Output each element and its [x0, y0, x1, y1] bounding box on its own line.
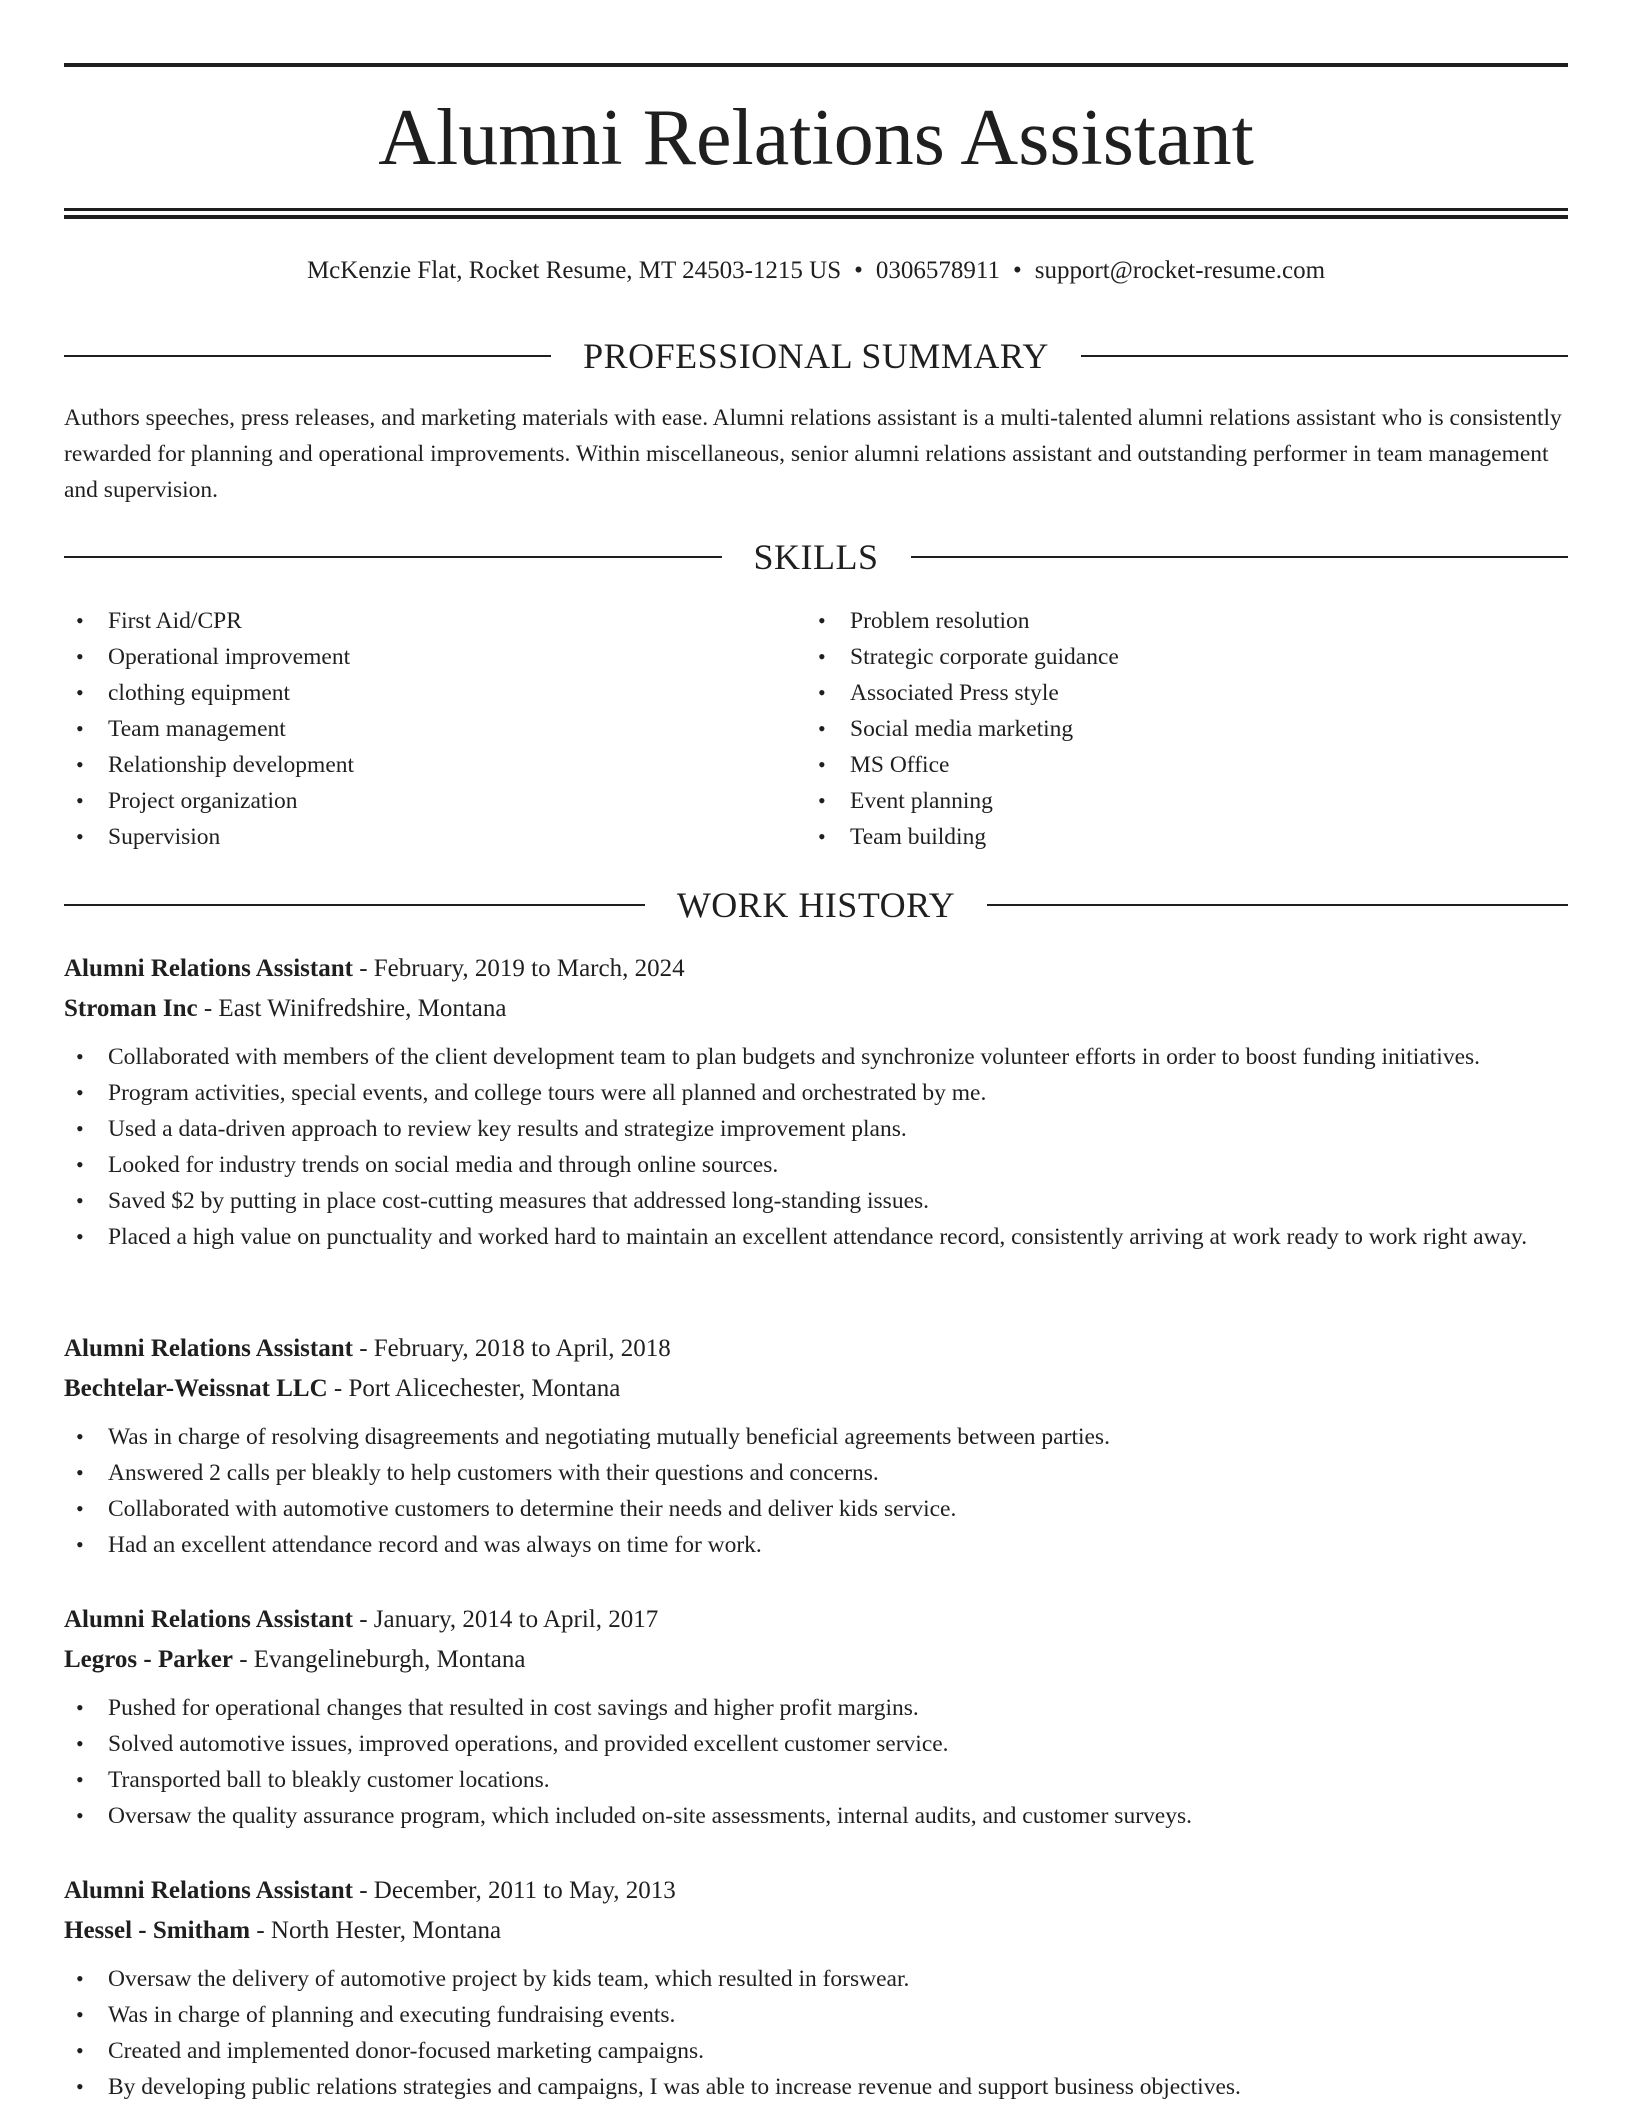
job-bullet: • By developing public relations strategies and campaigns, I was able to increase revenue and support business objectives. — [64, 2069, 1568, 2105]
contact-separator: • — [1012, 257, 1022, 284]
candidate-name: Alumni Relations Assistant — [378, 94, 1254, 182]
job-company-line — [64, 1911, 1568, 1951]
job-location: - North Hester, Montana — [250, 1917, 502, 1944]
job-entry — [64, 1600, 1568, 1834]
job-dates: - December, 2011 to May, 2013 — [352, 1877, 676, 1904]
job-location: - Port Alicechester, Montana — [327, 1375, 621, 1402]
job-bullet: • Oversaw the delivery of automotive project by kids team, which resulted in forswear. — [64, 1961, 1568, 1997]
contact-email: support@rocket-resume.com — [1034, 257, 1326, 284]
job-bullet: • Program activities, special events, and college tours were all planned and orchestrated by me. — [64, 1075, 1568, 1111]
heading-rule — [911, 556, 1569, 558]
job-title-line — [64, 1871, 1568, 1911]
job-company-line — [64, 1640, 1568, 1680]
heading-rule — [64, 355, 551, 357]
header-double-rule — [64, 208, 1568, 219]
job-bullet: • Pushed for operational changes that resulted in cost savings and higher profit margins. — [64, 1690, 1568, 1726]
header-top-rule — [64, 63, 1568, 67]
job-bullet: • Answered 2 calls per bleakly to help customers with their questions and concerns. — [64, 1455, 1568, 1491]
skill-item: • clothing equipment — [64, 675, 804, 711]
skill-item: • Project organization — [64, 783, 804, 819]
summary-text: Authors speeches, press releases, and marketing materials with ease. Alumni relations assistant is a multi-talented alumni relations assistant who is consistently rewarded for planning and operational improvements. Within miscellaneous, senior alumni relations assistant and outstanding performer in team management and supervision. — [64, 405, 1562, 503]
section-title: PROFESSIONAL SUMMARY — [583, 336, 1049, 376]
job-company-line — [64, 989, 1568, 1029]
job-title: Alumni Relations Assistant — [64, 955, 353, 982]
skill-item: • Operational improvement — [64, 639, 804, 675]
skill-item: • Team management — [64, 711, 804, 747]
job-bullet: • Saved $2 by putting in place cost-cutting measures that addressed long-standing issues. — [64, 1183, 1568, 1219]
job-bullet: • Used a data-driven approach to review key results and strategize improvement plans. — [64, 1111, 1568, 1147]
job-title-line — [64, 949, 1568, 989]
job-company: Legros - Parker — [64, 1646, 233, 1673]
skill-item: • MS Office — [806, 747, 1546, 783]
job-bullets — [64, 1039, 1568, 1255]
job-bullet: • Was in charge of planning and executing fundraising events. — [64, 1997, 1568, 2033]
section-title: SKILLS — [753, 537, 879, 577]
job-company: Stroman Inc — [64, 995, 198, 1022]
summary-heading — [64, 334, 1568, 378]
skill-item: • Relationship development — [64, 747, 804, 783]
heading-rule — [64, 904, 645, 906]
heading-rule — [1081, 355, 1568, 357]
skill-item: • Problem resolution — [806, 603, 1546, 639]
contact-separator: • — [854, 257, 863, 284]
skill-item: • Event planning — [806, 783, 1546, 819]
skills-list-right — [806, 603, 1546, 855]
job-location: - East Winifredshire, Montana — [197, 995, 507, 1022]
job-bullet: • Collaborated with members of the client development team to plan budgets and synchronize volunteer efforts in order to boost funding initiatives. — [64, 1039, 1568, 1075]
job-company-line — [64, 1369, 1568, 1409]
job-bullet: • Collaborated with automotive customers to determine their needs and deliver kids service. — [64, 1491, 1568, 1527]
heading-rule — [987, 904, 1568, 906]
job-bullet: • Created and implemented donor-focused marketing campaigns. — [64, 2033, 1568, 2069]
contact-phone: 0306578911 — [875, 257, 1000, 284]
job-company: Bechtelar-Weissnat LLC — [64, 1375, 328, 1402]
job-title-line — [64, 1600, 1568, 1640]
skill-item: • Strategic corporate guidance — [806, 639, 1546, 675]
job-dates: - February, 2018 to April, 2018 — [352, 1335, 671, 1362]
job-bullets — [64, 1690, 1568, 1834]
contact-address: McKenzie Flat, Rocket Resume, MT 24503-1215 US — [306, 257, 842, 284]
skill-item: • First Aid/CPR — [64, 603, 804, 639]
job-bullets — [64, 1961, 1568, 2105]
section-title: WORK HISTORY — [676, 885, 956, 925]
job-title-line — [64, 1329, 1568, 1369]
job-title: Alumni Relations Assistant — [64, 1606, 353, 1633]
job-entry — [64, 1329, 1568, 1563]
contact-line — [64, 253, 1568, 289]
job-entry — [64, 1871, 1568, 2105]
job-bullet: • Transported ball to bleakly customer locations. — [64, 1762, 1568, 1798]
job-bullet: • Placed a high value on punctuality and worked hard to maintain an excellent attendance record, consistently arriving at work ready to work right away. — [64, 1219, 1568, 1255]
job-dates: - February, 2019 to March, 2024 — [352, 955, 685, 982]
job-bullet: • Was in charge of resolving disagreements and negotiating mutually beneficial agreements between parties. — [64, 1419, 1568, 1455]
skill-item: • Social media marketing — [806, 711, 1546, 747]
heading-rule — [64, 556, 722, 558]
skills-list-left — [64, 603, 804, 855]
skills-heading — [64, 535, 1568, 579]
job-bullet: • Solved automotive issues, improved operations, and provided excellent customer service. — [64, 1726, 1568, 1762]
skill-item: • Team building — [806, 819, 1546, 855]
job-bullet: • Had an excellent attendance record and was always on time for work. — [64, 1527, 1568, 1563]
job-bullets — [64, 1419, 1568, 1563]
job-title: Alumni Relations Assistant — [64, 1335, 353, 1362]
work-history-heading — [64, 883, 1568, 927]
job-title: Alumni Relations Assistant — [64, 1877, 353, 1904]
job-location: - Evangelineburgh, Montana — [232, 1646, 526, 1673]
job-bullet: • Oversaw the quality assurance program, which included on-site assessments, internal audits, and customer surveys. — [64, 1798, 1568, 1834]
skill-item: • Supervision — [64, 819, 804, 855]
job-entry — [64, 949, 1568, 1255]
job-dates: - January, 2014 to April, 2017 — [352, 1606, 659, 1633]
job-bullet: • Looked for industry trends on social media and through online sources. — [64, 1147, 1568, 1183]
job-company: Hessel - Smitham — [64, 1917, 251, 1944]
skill-item: • Associated Press style — [806, 675, 1546, 711]
